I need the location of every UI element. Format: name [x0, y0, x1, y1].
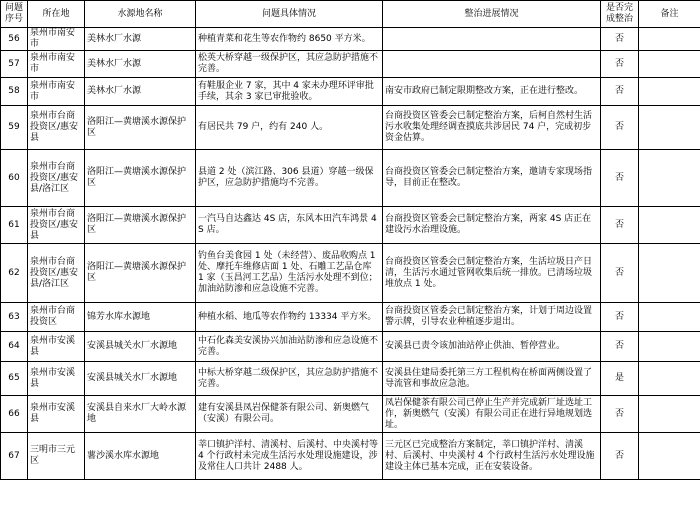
cell-progress: [383, 28, 601, 51]
cell-note: [639, 207, 700, 244]
cell-location: 泉州市南安市: [28, 28, 85, 51]
cell-progress: 台商投资区管委会已制定整治方案，计划于周边设置警示牌，引导农业种植逐步退出。: [383, 303, 601, 332]
cell-issue: 有居民共 79 户，约有 240 人。: [196, 106, 383, 150]
cell-id: 63: [1, 303, 28, 332]
cell-issue: 建有安溪县凤岩保健茶有限公司、新奥燃气（安溪）有限公司。: [196, 396, 383, 433]
cell-source: 锦芳水库水源地: [85, 303, 196, 332]
header-progress: 整治进展情况: [383, 1, 601, 28]
cell-location: 泉州市南安市: [28, 78, 85, 106]
cell-source: 安溪县城关水厂水源地: [85, 362, 196, 396]
table-row: [1, 28, 700, 51]
cell-done: 否: [601, 332, 639, 362]
cell-location: 泉州市台商投资区/惠安县/洛江区: [28, 150, 85, 207]
cell-done: 否: [601, 396, 639, 433]
cell-location: 泉州市台商投资区/惠安县: [28, 207, 85, 244]
cell-source: 美林水厂水源: [85, 51, 196, 78]
cell-id: 62: [1, 244, 28, 303]
cell-issue: 中标大桥穿越二级保护区，其应急防护措施不完善。: [196, 362, 383, 396]
cell-source: 洛阳江—黄塘溪水源保护区: [85, 207, 196, 244]
header-done: 是否完成整治: [601, 1, 639, 28]
cell-done: 否: [601, 106, 639, 150]
cell-source: 洛阳江—黄塘溪水源保护区: [85, 106, 196, 150]
table-row: [1, 362, 700, 396]
cell-done: 否: [601, 244, 639, 303]
cell-issue: 松英大桥穿越一级保护区，其应急防护措施不完善。: [196, 51, 383, 78]
cell-progress: 三元区已完成整治方案制定，莘口镇护洋村、清溪村、后溪村、中央溪村 4 个行政村生活污水处理设施建设主体已基本完成，正在安装设备。: [383, 433, 601, 480]
cell-done: 否: [601, 150, 639, 207]
cell-note: [639, 303, 700, 332]
cell-note: [639, 150, 700, 207]
header-source: 水源地名称: [85, 1, 196, 28]
table-row: [1, 207, 700, 244]
cell-progress: 台商投资区管委会已制定整治方案，邀请专家现场指导，目前正在整改。: [383, 150, 601, 207]
cell-id: 60: [1, 150, 28, 207]
table-row: [1, 396, 700, 433]
cell-done: 否: [601, 28, 639, 51]
cell-progress: 南安市政府已制定限期整改方案，正在进行整改。: [383, 78, 601, 106]
header-id: 问题序号: [1, 1, 28, 28]
cell-issue: 莘口镇护洋村、清溪村、后溪村、中央溪村等 4 个行政村未完成生活污水处理设施建设，涉及常住人口共计 2488 人。: [196, 433, 383, 480]
table-row: [1, 332, 700, 362]
cell-id: 56: [1, 28, 28, 51]
cell-issue: 县道 2 处（滨江路、306 县道）穿越一级保护区，应急防护措施均不完善。: [196, 150, 383, 207]
cell-location: 泉州市安溪县: [28, 362, 85, 396]
cell-id: 57: [1, 51, 28, 78]
cell-location: 泉州市台商投资区/惠安县/洛江区: [28, 244, 85, 303]
cell-note: [639, 28, 700, 51]
cell-location: 泉州市台商投资区/惠安县: [28, 106, 85, 150]
header-row: [1, 1, 700, 28]
header-location: 所在地: [28, 1, 85, 28]
table-row: [1, 106, 700, 150]
cell-done: 否: [601, 303, 639, 332]
table-row: [1, 433, 700, 480]
cell-issue: 一汽马自达鑫达 4S 店，东风本田汽车鸿景 4S 店。: [196, 207, 383, 244]
cell-id: 67: [1, 433, 28, 480]
cell-note: [639, 244, 700, 303]
cell-source: 美林水厂水源: [85, 28, 196, 51]
cell-id: 61: [1, 207, 28, 244]
cell-note: [639, 433, 700, 480]
cell-location: 泉州市安溪县: [28, 332, 85, 362]
cell-note: [639, 106, 700, 150]
cell-progress: 安溪县已责令该加油站停止供油、暂停营业。: [383, 332, 601, 362]
cell-source: 安溪县城关水厂水源地: [85, 332, 196, 362]
cell-id: 58: [1, 78, 28, 106]
cell-id: 59: [1, 106, 28, 150]
cell-location: 三明市三元区: [28, 433, 85, 480]
cell-source: 洛阳江—黄塘溪水源保护区: [85, 150, 196, 207]
header-issue: 问题具体情况: [196, 1, 383, 28]
cell-done: 否: [601, 207, 639, 244]
cell-done: 否: [601, 51, 639, 78]
cell-issue: 种植青菜和花生等农作物约 8650 平方米。: [196, 28, 383, 51]
cell-note: [639, 332, 700, 362]
cell-progress: [383, 51, 601, 78]
cell-issue: 种植水稻、地瓜等农作物约 13334 平方米。: [196, 303, 383, 332]
cell-progress: 台商投资区管委会已制定整治方案，后柯自然村生活污水收集处理经调查摸底共涉居民 74 户，完成初步资金估算。: [383, 106, 601, 150]
cell-progress: 台商投资区管委会已制定整治方案，两家 4S 店正在建设污水治理设施。: [383, 207, 601, 244]
cell-source: 安溪县自来水厂大岭水源地: [85, 396, 196, 433]
cell-progress: 台商投资区管委会已制定整治方案，生活垃圾日产日清，生活污水通过管网收集后统一排放。已清场垃圾堆放点 1 处。: [383, 244, 601, 303]
cell-source: 薯沙溪水库水源地: [85, 433, 196, 480]
cell-issue: 有鞋服企业 7 家，其中 4 家未办理环评审批手续，其余 3 家已审批验收。: [196, 78, 383, 106]
cell-location: 泉州市台商投资区: [28, 303, 85, 332]
table-row: [1, 244, 700, 303]
cell-done: 否: [601, 78, 639, 106]
cell-progress: 安溪县住建局委托第三方工程机构在桥面两侧设置了导流管和事故应急池。: [383, 362, 601, 396]
cell-source: 洛阳江—黄塘溪水源保护区: [85, 244, 196, 303]
cell-issue: 钓鱼台美食园 1 处（未经营）、废品收购点 1 处、摩托车维修店面 1 处、石雕工艺品仓库 1 家（玉昌河工艺品）生活污水处理不到位；加油站防渗和应急设施不完善。: [196, 244, 383, 303]
table-row: [1, 303, 700, 332]
header-note: 备注: [639, 1, 700, 28]
cell-id: 65: [1, 362, 28, 396]
cell-done: 是: [601, 362, 639, 396]
cell-id: 66: [1, 396, 28, 433]
cell-location: 泉州市安溪县: [28, 396, 85, 433]
table-row: [1, 51, 700, 78]
cell-id: 64: [1, 332, 28, 362]
cell-note: [639, 362, 700, 396]
cell-location: 泉州市南安市: [28, 51, 85, 78]
cell-note: [639, 396, 700, 433]
cell-note: [639, 51, 700, 78]
table-row: [1, 150, 700, 207]
cell-issue: 中石化森美安溪协兴加油站防渗和应急设施不完善。: [196, 332, 383, 362]
cell-note: [639, 78, 700, 106]
cell-progress: 凤岩保健茶有限公司已停止生产并完成新厂址选址工作，新奥燃气（安溪）有限公司正在进行异地规划选址。: [383, 396, 601, 433]
table-row: [1, 78, 700, 106]
cell-done: 否: [601, 433, 639, 480]
cell-source: 美林水厂水源: [85, 78, 196, 106]
